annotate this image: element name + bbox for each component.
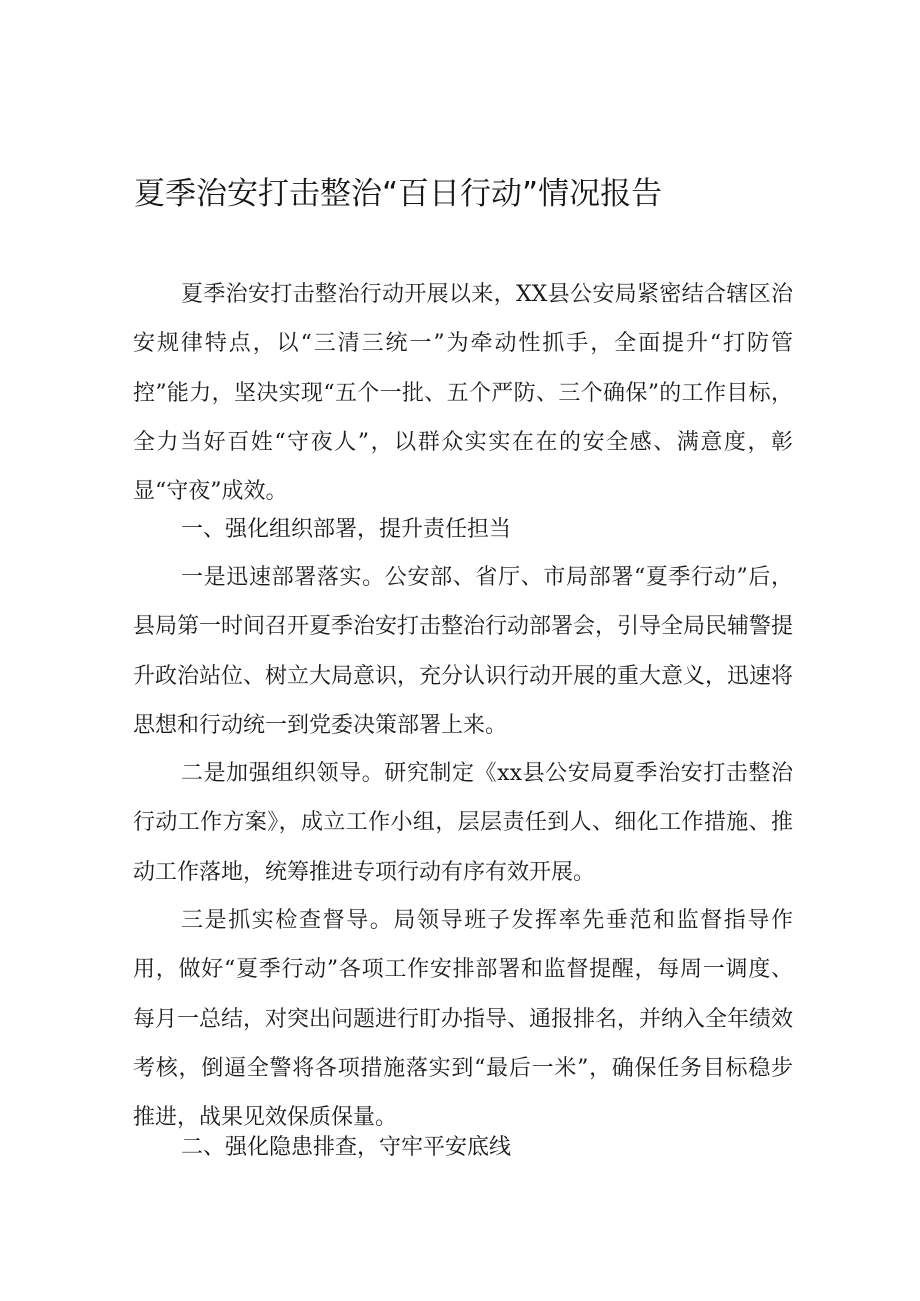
intro-paragraph: 夏季治安打击整治行动开展以来，XX县公安局紧密结合辖区治安规律特点，以“三清三统一”为牵动性抓手，全面提升“打防管控”能力，坚决实现“五个一批、五个严防、三个确保”的工作目标，全力当好百姓“守夜人”，以群众实实在在的安全感、满意度，彰显“守夜”成效。 [133,282,793,505]
document-title: 夏季治安打击整治“百日行动”情况报告 [134,176,663,212]
intro-block [133,270,793,516]
section-1-para-2-block [133,749,793,897]
section-1-paragraph: 三是抓实检查督导。局领导班子发挥率先垂范和监督指导作用，做好“夏季行动”各项工作安排部署和监督提醒，每周一调度、每月一总结，对突出问题进行盯办指导、通报排名，并纳入全年绩效考核，倒逼全警将各项措施落实到“最后一米”，确保任务目标稳步推进，战果见效保质保量。 [133,908,794,1131]
section-1-paragraph: 二是加强组织领导。研究制定《xx县公安局夏季治安打击整治行动工作方案》，成立工作小组，层层责任到人、细化工作措施、推动工作落地，统筹推进专项行动有序有效开展。 [133,761,793,885]
section-1-para-1-block [133,553,793,750]
section-1-heading: 一、强化组织部署，提升责任担当 [181,517,512,542]
section-1-para-3-block [133,896,793,1142]
section-1-paragraph: 一是迅速部署落实。公安部、省厅、市局部署“夏季行动”后，县局第一时间召开夏季治安打击整治行动部署会，引导全局民辅警提升政治站位、树立大局意识，充分认识行动开展的重大意义，迅速将思想和行动统一到党委决策部署上来。 [133,565,794,738]
section-2-heading: 二、强化隐患排查，守牢平安底线 [181,1135,512,1160]
